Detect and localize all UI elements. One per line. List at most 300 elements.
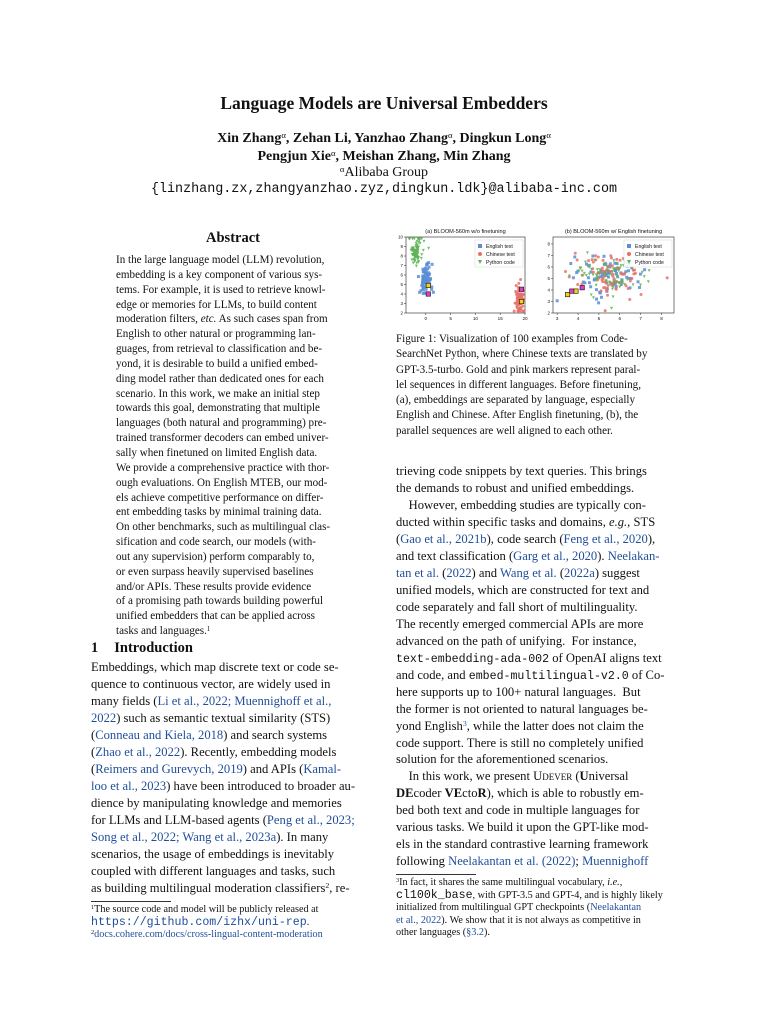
paragraph-line xyxy=(396,582,678,599)
point-english-text xyxy=(421,268,424,271)
abstract-body xyxy=(116,253,360,639)
point-english-text xyxy=(572,276,575,279)
text-span: other languages ( xyxy=(396,927,467,939)
figure-1-caption xyxy=(396,332,678,439)
citation-link[interactable]: Reimers and Gurevych, 2019 xyxy=(95,761,243,776)
paragraph-line xyxy=(396,836,678,853)
paragraph-line xyxy=(91,693,373,710)
text-span: ). xyxy=(597,548,608,563)
section-title: Introduction xyxy=(114,640,193,656)
abstract-line: moderation filters, etc. As such cases span from xyxy=(116,313,328,326)
point-chinese-text xyxy=(520,307,523,310)
text-span: ( xyxy=(396,531,401,546)
abstract-line: scenario. In this work, we make an initial step xyxy=(116,387,320,400)
footnote-line xyxy=(396,927,680,940)
point-chinese-text xyxy=(517,310,520,313)
point-chinese-text xyxy=(610,256,613,259)
caption-line: Figure 1: Visualization of 100 examples from Code- xyxy=(396,333,628,345)
point-chinese-text xyxy=(514,302,517,305)
abstract-line: tasks and languages.$^1$ xyxy=(116,625,211,638)
point-python-code xyxy=(420,257,423,260)
point-chinese-text xyxy=(576,283,579,286)
affiliation-mark: α xyxy=(281,129,286,140)
point-chinese-text xyxy=(574,252,577,255)
point-chinese-text xyxy=(615,258,618,261)
author-line-2 xyxy=(0,149,768,165)
y-tick-label: 6 xyxy=(547,264,550,270)
point-english-text xyxy=(429,278,432,281)
point-python-code xyxy=(586,251,589,254)
highlight-point-pink xyxy=(519,287,523,291)
affiliation-mark: α xyxy=(546,129,551,140)
text-span: ). Recently, embedding models xyxy=(180,744,337,759)
paragraph-line xyxy=(91,710,373,727)
citation-link[interactable]: 2022 xyxy=(91,710,117,725)
point-chinese-text xyxy=(521,293,524,296)
point-chinese-text xyxy=(597,256,600,259)
point-chinese-text xyxy=(592,261,595,264)
point-python-code xyxy=(647,280,650,283)
text-span: ), code search ( xyxy=(486,531,564,546)
point-python-code xyxy=(612,295,615,298)
paragraph-line xyxy=(91,812,373,829)
text-span: code support. There is still no completely unified xyxy=(396,735,644,750)
abstract-line: embedding is a key component of various sys- xyxy=(116,268,323,281)
y-tick-label: 10 xyxy=(398,234,403,240)
point-chinese-text xyxy=(605,289,608,292)
point-chinese-text xyxy=(611,264,614,267)
paragraph-line xyxy=(396,802,678,819)
legend-marker xyxy=(627,244,631,248)
point-chinese-text xyxy=(630,277,633,280)
paragraph-line xyxy=(91,761,373,778)
paragraph-line xyxy=(91,778,373,795)
text-span: following xyxy=(396,854,449,869)
citation-link[interactable]: 2022 xyxy=(446,565,472,580)
citation-link[interactable]: Neelakan- xyxy=(607,548,660,563)
legend-label: Chinese text xyxy=(635,251,664,258)
abstract-line: out any supervision) perform comparably to, xyxy=(116,550,315,563)
paper-title: Language Models are Universal Embedders xyxy=(220,93,548,113)
y-tick-label: 7 xyxy=(547,253,550,259)
text-span: els in the standard contrastive learning framework xyxy=(396,837,649,852)
paragraph-line xyxy=(91,863,373,880)
x-tick-label: 6 xyxy=(618,316,622,321)
highlight-point-gold xyxy=(565,292,569,296)
paragraph-line xyxy=(91,846,373,863)
point-english-text xyxy=(591,254,594,257)
text-span: , with GPT-3.5 and GPT-4, and is highly likely xyxy=(472,889,663,901)
point-chinese-text xyxy=(592,271,595,274)
point-english-text xyxy=(627,269,630,272)
y-tick-label: 5 xyxy=(400,282,403,288)
point-python-code xyxy=(648,269,651,272)
y-tick-label: 8 xyxy=(547,241,550,247)
citation-link[interactable]: Gao et al., 2021b xyxy=(400,531,487,546)
footnote-line xyxy=(91,917,375,930)
paragraph-line xyxy=(396,819,678,836)
point-python-code xyxy=(612,259,615,262)
text-span: ), which is able to robustly em- xyxy=(486,786,644,801)
paragraph-line xyxy=(396,633,678,650)
paragraph-line xyxy=(91,795,373,812)
paragraph-line xyxy=(396,531,678,548)
abstract-line: guages, from retrieval to classification and be- xyxy=(116,343,323,356)
abstract-line: In the large language model (LLM) revolution, xyxy=(116,254,325,266)
abstract-line: towards this goal, demonstrating that multiple xyxy=(116,402,320,415)
citation-link[interactable]: Feng et al., 2020 xyxy=(563,531,648,546)
text-span: initialized from multilingual GPT checkpoints ( xyxy=(396,902,591,914)
text-span: ( xyxy=(439,565,447,580)
point-chinese-text xyxy=(516,299,519,302)
x-tick-label: 0 xyxy=(424,316,428,321)
legend-marker xyxy=(478,244,482,248)
paragraph-line xyxy=(91,829,373,846)
text-span: STS xyxy=(630,514,656,529)
point-chinese-text xyxy=(517,282,520,285)
text-span: VE xyxy=(444,786,463,801)
text-span: In fact, it shares the same multilingual vocabulary, xyxy=(399,877,608,888)
footnote-mark: 1 xyxy=(91,903,95,911)
abstract-line: and/or APIs. These results provide evidence xyxy=(116,580,312,593)
point-english-text xyxy=(556,299,559,302)
point-python-code xyxy=(595,284,598,287)
point-english-text xyxy=(588,281,591,284)
abstract-line: On other benchmarks, such as multilingual clas- xyxy=(116,521,331,534)
text-span: i.e., xyxy=(607,877,623,888)
point-python-code xyxy=(610,307,613,310)
x-tick-label: 20 xyxy=(522,316,528,321)
citation-link[interactable]: §3.2 xyxy=(466,927,484,939)
text-span: ) such as semantic textual similarity (STS) xyxy=(116,710,331,725)
figure-1-scatter-plots xyxy=(393,227,681,327)
point-chinese-text xyxy=(516,303,519,306)
paragraph-line xyxy=(396,718,678,735)
x-tick-label: 3 xyxy=(555,316,559,321)
point-chinese-text xyxy=(601,267,604,270)
abstract-line: tems. For example, it is used to retrieve knowl- xyxy=(116,283,326,296)
text-span: trieving code snippets by text queries. This brings xyxy=(396,464,647,478)
paragraph-line xyxy=(396,548,678,565)
citation-link[interactable]: Zhao et al., 2022 xyxy=(95,744,181,759)
point-chinese-text xyxy=(666,276,669,279)
point-python-code xyxy=(410,258,413,261)
paragraph-line xyxy=(396,565,678,582)
point-chinese-text xyxy=(628,298,631,301)
author-name: , Dingkun Long xyxy=(452,131,547,146)
text-span: ( xyxy=(91,727,96,742)
point-english-text xyxy=(425,288,428,291)
point-chinese-text xyxy=(564,270,567,273)
point-python-code xyxy=(632,283,635,286)
footnote-line xyxy=(396,915,680,928)
highlight-point-gold xyxy=(519,299,523,303)
author-emails: {linzhang.zx,zhangyanzhao.zyz,dingkun.ldk}@alibaba-inc.com xyxy=(150,182,618,197)
text-span: ; xyxy=(575,854,583,869)
footnotes-right xyxy=(396,877,680,940)
text-span: ). In many xyxy=(276,829,329,844)
paragraph-line xyxy=(396,599,678,616)
y-tick-label: 4 xyxy=(400,291,403,297)
text-span: text-embedding-ada-002 xyxy=(396,652,550,666)
text-span: the demands to robust and unified embeddings. xyxy=(396,480,635,495)
point-chinese-text xyxy=(604,309,607,312)
x-tick-label: 7 xyxy=(639,316,642,321)
text-span: coder xyxy=(413,786,445,801)
x-tick-label: 5 xyxy=(597,316,601,321)
text-span: and code, and xyxy=(396,667,469,682)
footnote-mark: 2 xyxy=(91,929,95,937)
highlight-point-pink xyxy=(426,292,430,296)
point-english-text xyxy=(600,296,603,299)
text-span: and text classification ( xyxy=(396,548,514,563)
text-span: the former is not oriented to natural languages be- xyxy=(396,701,648,716)
abstract-line: sification and code search, our models (with- xyxy=(116,536,316,549)
text-span: dience by manipulating knowledge and memories xyxy=(91,795,342,810)
point-python-code xyxy=(590,294,593,297)
text-span: In this work, we present xyxy=(396,769,534,784)
legend-label: English text xyxy=(635,243,662,250)
citation-link[interactable]: Neelakantan xyxy=(590,902,642,914)
point-chinese-text xyxy=(627,287,630,290)
point-english-text xyxy=(423,291,426,294)
y-tick-label: 6 xyxy=(400,272,403,278)
paragraph-line xyxy=(396,497,678,514)
point-english-text xyxy=(421,275,424,278)
text-span: Udever xyxy=(533,769,573,784)
citation-link[interactable]: Peng et al., 2023; xyxy=(266,812,355,827)
section-number: 1 xyxy=(91,640,99,656)
y-tick-label: 5 xyxy=(547,276,550,282)
point-english-text xyxy=(431,263,434,266)
text-span: ). xyxy=(483,927,490,939)
y-tick-label: 8 xyxy=(400,253,403,259)
citation-link[interactable]: 3 xyxy=(462,718,467,728)
citation-link[interactable]: Muennighoff xyxy=(582,854,649,869)
point-english-text xyxy=(425,263,428,266)
text-span: ( xyxy=(91,761,96,776)
text-span: e.g., xyxy=(609,514,631,529)
text-span: DE xyxy=(396,786,414,801)
citation-link[interactable]: Li et al., 2022; Muennighoff et al., xyxy=(157,693,332,708)
intro-right-column xyxy=(396,463,678,870)
text-span: of OpenAI aligns text xyxy=(549,650,662,665)
point-chinese-text xyxy=(606,294,609,297)
citation-link[interactable]: et al., 2022 xyxy=(396,914,442,926)
caption-line: SearchNet Python, where Chinese texts are translated by xyxy=(396,348,648,361)
citation-link[interactable]: Conneau and Kiela, 2018 xyxy=(95,727,224,742)
point-chinese-text xyxy=(604,286,607,289)
abstract-line: yond, it is desirable to build a unified embed- xyxy=(116,357,318,370)
author-name: Pengjun Xie xyxy=(257,149,331,164)
caption-line: English and Chinese. After English finetuning, (b), the xyxy=(396,409,639,422)
point-python-code xyxy=(422,249,425,252)
point-python-code xyxy=(588,273,591,276)
paragraph-line xyxy=(396,667,678,684)
point-chinese-text xyxy=(600,289,603,292)
text-span: advanced on the path of unifying. For instance, xyxy=(396,633,637,648)
x-tick-label: 15 xyxy=(497,316,503,321)
point-english-text xyxy=(573,255,576,258)
abstract-line: els achieve competitive performance on differ- xyxy=(116,491,324,504)
text-span: solution for the aforementioned scenarios. xyxy=(396,752,609,767)
text-span: The recently emerged commercial APIs are more xyxy=(396,616,644,631)
paragraph-line xyxy=(396,785,678,802)
highlight-point-gold xyxy=(426,283,430,287)
point-chinese-text xyxy=(587,259,590,262)
text-span: , re- xyxy=(329,880,350,895)
footnote-line xyxy=(91,929,375,942)
text-span: of Co- xyxy=(628,667,665,682)
y-tick-label: 7 xyxy=(400,263,403,269)
point-english-text xyxy=(417,275,420,278)
intro-left-column xyxy=(91,659,373,897)
text-span: coupled with different languages and tasks, such xyxy=(91,863,336,878)
author-line-1 xyxy=(0,131,768,147)
point-english-text xyxy=(422,270,425,273)
paragraph-line xyxy=(91,744,373,761)
point-chinese-text xyxy=(513,310,516,313)
paragraph-line xyxy=(396,684,678,701)
abstract-line: edge or memories for LLMs, to build content xyxy=(116,298,317,311)
point-chinese-text xyxy=(607,284,610,287)
text-span: various tasks. We build it upon the GPT-like mod- xyxy=(396,820,649,835)
legend-marker xyxy=(627,252,631,256)
point-python-code xyxy=(592,274,595,277)
text-span: yond English xyxy=(396,718,463,733)
x-tick-label: 4 xyxy=(576,316,580,321)
x-tick-label: 8 xyxy=(660,316,663,321)
paragraph-line xyxy=(396,853,678,870)
point-python-code xyxy=(420,253,423,256)
abstract-line: trained transformer decoders can embed univer- xyxy=(116,432,329,445)
text-span: ( xyxy=(572,769,580,784)
point-english-text xyxy=(569,262,572,265)
point-python-code xyxy=(611,288,614,291)
text-span: bed both text and code in multiple languages for xyxy=(396,803,640,818)
point-english-text xyxy=(643,268,646,271)
section-heading-introduction xyxy=(91,640,193,657)
text-span: Embeddings, which map discrete text or code se- xyxy=(91,660,339,674)
text-span: here supports up to 100+ natural languages. But xyxy=(396,684,641,699)
text-span: scenarios, the usage of embeddings is inevitably xyxy=(91,846,335,861)
citation-link[interactable]: https://github.com/izhx/uni-rep xyxy=(91,915,307,929)
point-chinese-text xyxy=(602,259,605,262)
text-span: ) and APIs ( xyxy=(242,761,304,776)
paragraph-line xyxy=(396,768,678,785)
y-tick-label: 3 xyxy=(400,301,403,307)
legend-marker xyxy=(478,252,482,256)
point-chinese-text xyxy=(519,278,522,281)
text-span: U xyxy=(579,769,589,784)
paragraph-line xyxy=(91,727,373,744)
paragraph-line xyxy=(396,751,678,768)
footnote-line xyxy=(396,902,680,915)
point-chinese-text xyxy=(576,259,579,262)
point-chinese-text xyxy=(515,284,518,287)
author-name: , Zehan Li, Yanzhao Zhang xyxy=(285,131,448,146)
point-chinese-text xyxy=(613,277,616,280)
paragraph-line xyxy=(396,701,678,718)
text-span: as building multilingual moderation classifiers xyxy=(91,880,326,895)
text-span: unified models, which are constructed for text and xyxy=(396,582,650,597)
point-chinese-text xyxy=(594,254,597,257)
point-chinese-text xyxy=(615,288,618,291)
footnote-mark: 2 xyxy=(325,880,330,890)
citation-link[interactable]: tan et al. xyxy=(396,565,440,580)
subplot-title: (b) BLOOM-560m w/ English finetuning xyxy=(564,229,663,235)
x-tick-label: 10 xyxy=(472,316,478,321)
point-english-text xyxy=(589,285,592,288)
point-english-text xyxy=(637,280,640,283)
footnote-rule-right xyxy=(396,874,476,875)
point-chinese-text xyxy=(516,297,519,300)
point-chinese-text xyxy=(634,272,637,275)
text-span: ducted within specific tasks and domains, xyxy=(396,514,609,529)
text-span: embed-multilingual-v2.0 xyxy=(468,669,629,683)
caption-line: GPT-3.5-turbo. Gold and pink markers represent paral- xyxy=(396,363,641,376)
affiliation xyxy=(0,165,768,181)
citation-link[interactable]: Wang et al. xyxy=(500,565,557,580)
citation-link[interactable]: Song et al., 2022; Wang et al., 2023a xyxy=(91,829,277,844)
affiliation-name: Alibaba Group xyxy=(344,165,429,180)
citation-link[interactable]: Kamal- xyxy=(303,761,342,776)
text-span: ). We show that it is not always as competitive in xyxy=(441,914,641,926)
abstract-line: languages (both natural and programming) pre- xyxy=(116,417,327,430)
legend-label: Chinese text xyxy=(486,251,515,258)
abstract-line: sally when finetuned on limited English data. xyxy=(116,446,318,459)
highlight-point-pink xyxy=(570,289,574,293)
abstract-line: of a promising path towards building powerful xyxy=(116,595,324,608)
paragraph-line xyxy=(396,650,678,667)
y-tick-label: 4 xyxy=(547,287,550,293)
text-span: , while the latter does not claim the xyxy=(466,718,644,733)
affiliation-mark: α xyxy=(339,163,345,174)
legend-label: Python code xyxy=(635,259,664,266)
citation-link[interactable]: docs.cohere.com/docs/cross-lingual-content-moderation xyxy=(94,929,323,941)
text-span: R xyxy=(477,786,487,801)
highlight-point-gold xyxy=(574,289,578,293)
citation-link[interactable]: Neelakantan et al. (2022) xyxy=(448,854,576,869)
subplot-title: (a) BLOOM-560m w/o finetuning xyxy=(425,229,506,235)
paragraph-line xyxy=(396,480,678,497)
text-span: many fields ( xyxy=(91,693,158,708)
caption-line: parallel sequences are well aligned to each other. xyxy=(396,424,613,437)
paragraph-line xyxy=(396,616,678,633)
paragraph-line xyxy=(396,514,678,531)
citation-link[interactable]: 2022a xyxy=(564,565,595,580)
x-tick-label: 5 xyxy=(449,316,452,321)
point-python-code xyxy=(427,247,430,250)
abstract-line: ough evaluations. On English MTEB, our mod- xyxy=(116,476,328,489)
footnote-rule-left xyxy=(91,901,171,902)
point-chinese-text xyxy=(640,293,643,296)
point-english-text xyxy=(422,288,425,291)
point-python-code xyxy=(415,265,418,268)
text-span: ) and xyxy=(471,565,500,580)
abstract-line: or even surpass heavily supervised baselines xyxy=(116,565,314,578)
footnotes-left xyxy=(91,904,375,942)
citation-link[interactable]: loo et al., 2023 xyxy=(91,778,167,793)
text-span: However, embedding studies are typically con- xyxy=(396,497,646,512)
abstract-line: ding model rather than dedicated ones for each xyxy=(116,372,324,385)
point-python-code xyxy=(618,285,621,288)
abstract-line: We provide a comprehensive practice with thor- xyxy=(116,461,330,474)
paragraph-line xyxy=(91,880,373,897)
text-span: The source code and model will be publicly released at xyxy=(94,904,319,915)
citation-link[interactable]: Garg et al., 2020 xyxy=(513,548,598,563)
point-chinese-text xyxy=(629,280,632,283)
